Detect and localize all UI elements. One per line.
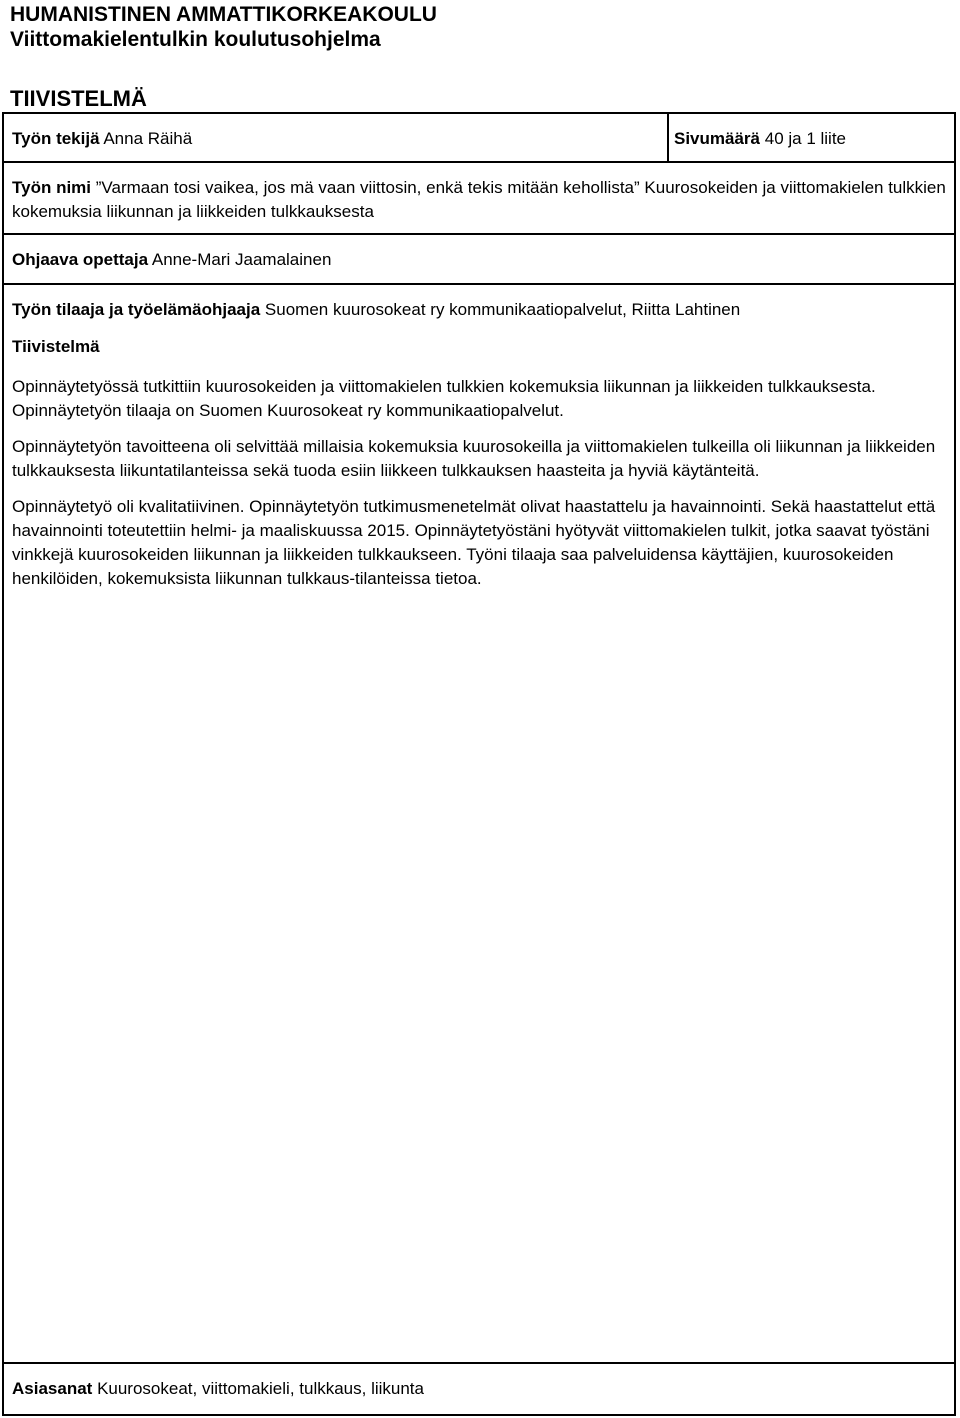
page-count-value: 40 ja 1 liite	[764, 129, 847, 148]
programme-name: Viittomakielentulkin koulutusohjelma	[10, 28, 381, 51]
abstract-heading: Tiivistelmä	[12, 337, 100, 356]
supervisor-row	[4, 235, 954, 285]
author-field	[12, 127, 192, 151]
author-value: Anna Räihä	[103, 129, 193, 148]
client-row	[4, 285, 954, 335]
abstract-paragraph-3: Opinnäytetyö oli kvalitatiivinen. Opinnäytetyön tutkimusmenetelmät olivat haastattelu ja havainnointi. Sekä haastattelut että havainnointi toteutettiin helmi- ja maaliskuussa 2015. Opinnäytetyöstäni hyötyvät viittomakielen tulkit, jotka saavat työstäni vinkkejä kuurosokeiden liikunnan ja liikkeiden tulkkaukseen. Työni tilaaja saa palveluidensa käyttäjien, kuurosokeiden henkilöiden, kokemuksista liikunnan tulkkaus-tilanteissa tietoa.	[12, 497, 936, 588]
supervisor-value: Anne-Mari Jaamalainen	[151, 250, 332, 269]
institution-name: HUMANISTINEN AMMATTIKORKEAKOULU	[10, 3, 437, 26]
author-label: Työn tekijä	[12, 129, 100, 148]
abstract-paragraph-1: Opinnäytetyössä tutkittiin kuurosokeiden ja viittomakielen tulkkien kokemuksia liikunnan ja liikkeiden tulkkauksesta. Opinnäytetyön tilaaja on Suomen Kuurosokeat ry kommunikaatiopalvelut.	[12, 377, 876, 420]
page-header	[10, 2, 437, 52]
supervisor-label: Ohjaava opettaja	[12, 250, 149, 269]
column-divider	[667, 114, 669, 161]
document-title: TIIVISTELMÄ	[10, 86, 147, 111]
client-value: Suomen kuurosokeat ry kommunikaatiopalvelut, Riitta Lahtinen	[264, 300, 741, 319]
author-row	[4, 114, 954, 163]
work-title-value: ”Varmaan tosi vaikea, jos mä vaan viittosin, enkä tekis mitään kehollista” Kuurosokeiden ja viittomakielen tulkkien kokemuksia liikunnan ja liikkeiden tulkkauksesta	[12, 178, 946, 221]
client-label: Työn tilaaja ja työelämäohjaaja	[12, 300, 261, 319]
keywords-value: Kuurosokeat, viittomakieli, tulkkaus, liikunta	[97, 1379, 424, 1398]
abstract-form	[2, 112, 956, 1416]
work-title-label: Työn nimi	[12, 178, 92, 197]
work-title-row	[4, 163, 954, 235]
keywords-row	[4, 1362, 954, 1414]
page-count-field	[674, 127, 846, 151]
keywords-field	[12, 1377, 424, 1401]
abstract-section	[12, 335, 947, 591]
keywords-label: Asiasanat	[12, 1379, 93, 1398]
page-count-label: Sivumäärä	[674, 129, 760, 148]
abstract-paragraph-2: Opinnäytetyön tavoitteena oli selvittää millaisia kokemuksia kuurosokeilla ja viittomakielen tulkeilla oli liikunnan ja liikkeiden tulkkauksesta liikuntatilanteissa sekä tuoda esiin liikkeen tulkkauksen haasteita ja hyviä käytänteitä.	[12, 437, 936, 480]
